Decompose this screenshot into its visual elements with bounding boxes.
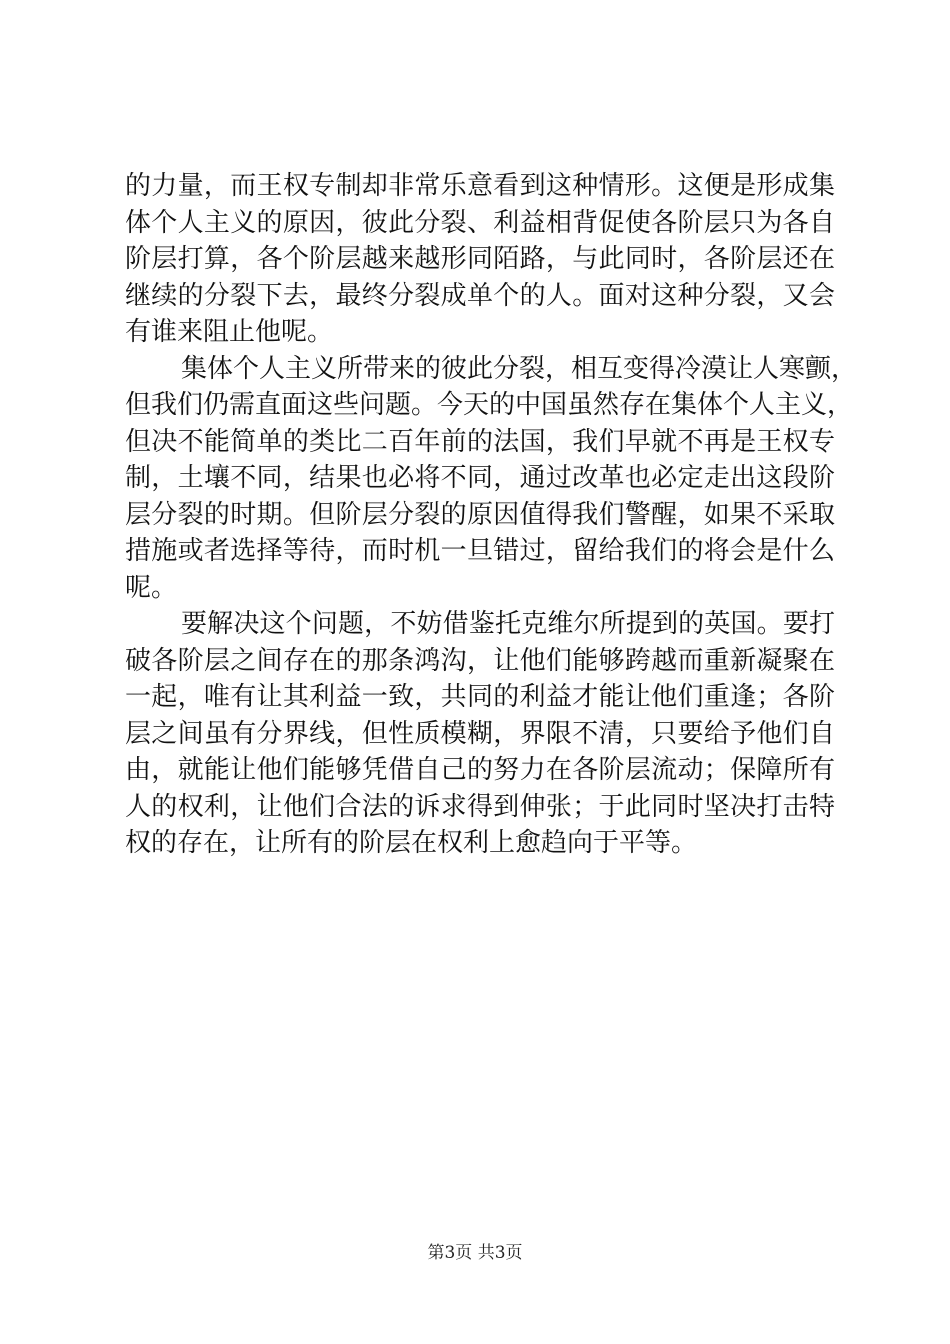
text-line: 由，就能让他们能够凭借自己的努力在各阶层流动；保障所有 (125, 755, 835, 785)
page-number-footer: 第3页 共3页 (427, 1243, 523, 1263)
text-line: 阶层打算，各个阶层越来越形同陌路，与此同时，各阶层还在 (125, 244, 835, 274)
text-line: 层之间虽有分界线，但性质模糊，界限不清，只要给予他们自 (125, 718, 835, 749)
document-body (125, 168, 858, 862)
text-line: 继续的分裂下去，最终分裂成单个的人。面对这种分裂，又会 (125, 280, 835, 311)
text-line: 破各阶层之间存在的那条鸿沟，让他们能够跨越而重新凝聚在 (125, 645, 835, 676)
text-line: 制，土壤不同，结果也必将不同，通过改革也必定走出这段阶 (125, 463, 835, 493)
text-line: 一起，唯有让其利益一致，共同的利益才能让他们重逢；各阶 (125, 682, 835, 712)
text-line: 权的存在，让所有的阶层在权利上愈趋向于平等。 (125, 828, 698, 858)
text-line: 层分裂的时期。但阶层分裂的原因值得我们警醒，如果不采取 (125, 499, 835, 530)
text-line: 的力量，而王权专制却非常乐意看到这种情形。这便是形成集 (125, 171, 835, 201)
text-line: 集体个人主义所带来的彼此分裂，相互变得冷漠让人寒颤， (181, 353, 858, 384)
text-line: 但决不能简单的类比二百年前的法国，我们早就不再是王权专 (125, 426, 835, 457)
text-line: 但我们仍需直面这些问题。今天的中国虽然存在集体个人主义， (125, 390, 854, 420)
text-line: 呢。 (125, 572, 178, 603)
paragraph-2 (125, 351, 858, 607)
text-line: 有谁来阻止他呢。 (125, 317, 334, 347)
paragraph-1 (125, 168, 835, 351)
paragraph-3 (125, 606, 835, 862)
text-line: 人的权利，让他们合法的诉求得到伸张；于此同时坚决打击特 (125, 791, 835, 822)
text-line: 体个人主义的原因，彼此分裂、利益相背促使各阶层只为各自 (125, 207, 835, 238)
text-line: 措施或者选择等待，而时机一旦错过，留给我们的将会是什么 (125, 536, 835, 566)
text-line: 要解决这个问题，不妨借鉴托克维尔所提到的英国。要打 (181, 609, 835, 639)
